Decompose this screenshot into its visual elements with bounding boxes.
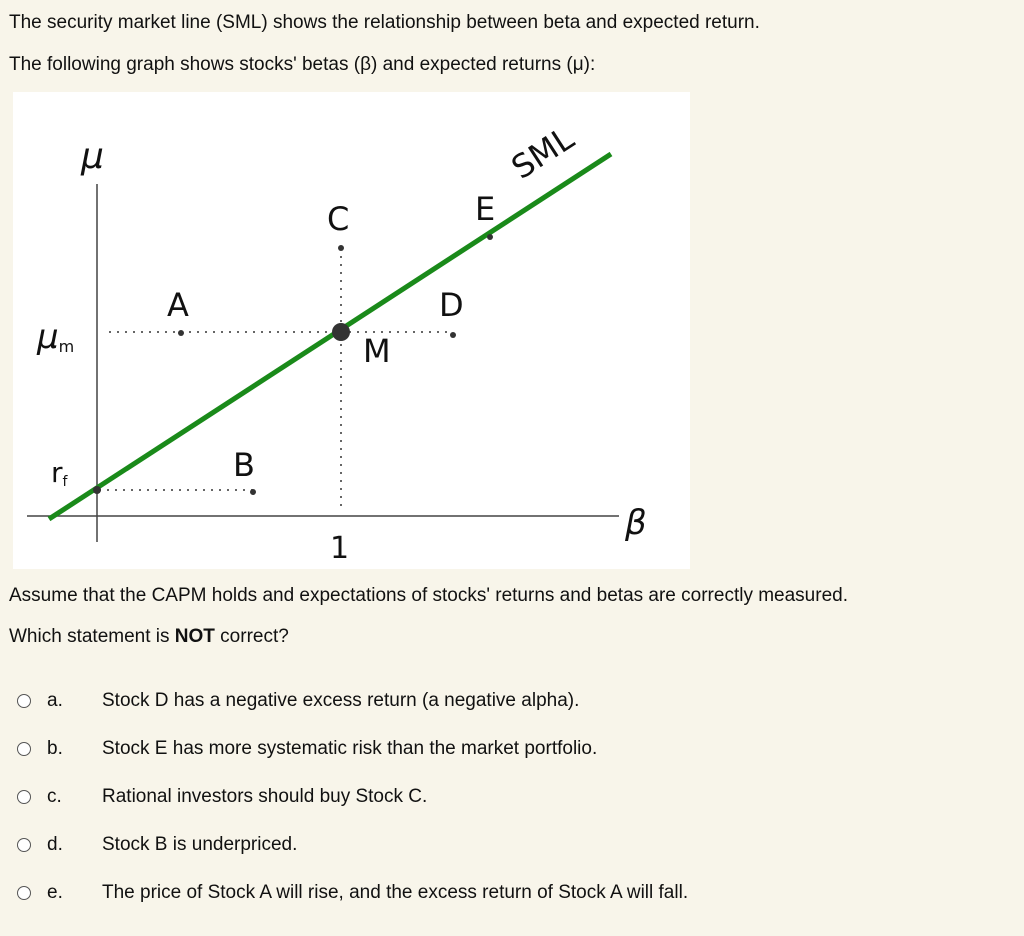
option-c[interactable] [17,785,427,809]
x-tick-one: 1 [330,531,350,566]
option-b-text: Stock E has more systematic risk than the market portfolio. [102,738,598,759]
question-suffix: correct? [214,626,289,647]
label-e: E [475,190,496,228]
option-d-letter: d. [47,834,63,855]
rf-label: rf [51,456,68,490]
point-b [250,489,256,495]
point-d [450,332,456,338]
option-d-text: Stock B is underpriced. [102,834,298,855]
y-axis-label: μ [81,136,104,177]
option-d[interactable] [17,833,297,857]
option-e-text: The price of Stock A will rise, and the excess return of Stock A will fall. [102,882,689,903]
radio-b[interactable] [17,742,31,756]
question-text [9,625,289,649]
option-b[interactable] [17,737,597,761]
rf-point [93,486,101,494]
question-prefix: Which statement is [9,626,175,647]
point-a [178,330,184,336]
intro-line-2: The following graph shows stocks' betas (β) and expected returns (μ): [9,54,596,75]
label-a: A [167,286,189,324]
x-axis-label: β [625,503,647,543]
assumption-text: Assume that the CAPM holds and expectations of stocks' returns and betas are correctly measured. [9,585,848,606]
option-e[interactable] [17,881,688,905]
option-e-letter: e. [47,882,63,903]
point-m [332,323,350,341]
option-a[interactable] [17,689,579,713]
option-c-text: Rational investors should buy Stock C. [102,786,428,807]
question-emphasis: NOT [174,626,215,647]
point-c [338,245,344,251]
label-d: D [439,286,464,324]
label-c: C [327,200,350,238]
intro-line-1: The security market line (SML) shows the relationship between beta and expected return. [9,12,760,33]
radio-a[interactable] [17,694,31,708]
label-m: M [363,332,391,370]
radio-e[interactable] [17,886,31,900]
point-e [487,234,493,240]
mu-m-label: μm [37,317,75,357]
sml-figure [13,92,690,569]
radio-c[interactable] [17,790,31,804]
option-b-letter: b. [47,738,63,759]
option-c-letter: c. [47,786,62,807]
radio-d[interactable] [17,838,31,852]
option-a-text: Stock D has a negative excess return (a negative alpha). [102,690,580,711]
sml-graph [13,92,690,569]
label-b: B [233,446,255,484]
option-a-letter: a. [47,690,63,711]
sml-label: SML [504,119,581,187]
